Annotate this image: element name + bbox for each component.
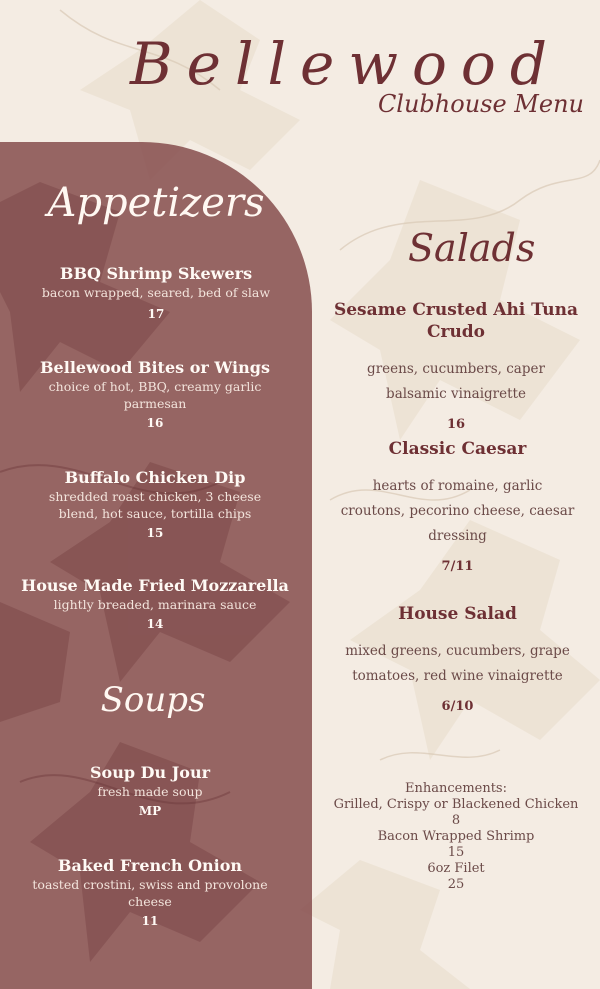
item-price: 16	[446, 417, 466, 432]
item-price: 7/11	[441, 559, 474, 574]
item-price: 14	[146, 617, 164, 631]
menu-item	[25, 856, 275, 930]
item-description: shredded roast chicken, 3 cheese blend, hot sauce, tortilla chips	[48, 489, 262, 521]
soups-heading: Soups	[100, 680, 206, 720]
item-name: BBQ Shrimp Skewers	[59, 264, 253, 283]
enhancements-heading: Enhancements:	[404, 781, 507, 796]
item-name: House Made Fried Mozzarella	[21, 576, 289, 595]
item-name: House Salad	[398, 604, 517, 624]
enhancement-name: Grilled, Crispy or Blackened Chicken	[333, 797, 579, 812]
menu-item	[10, 576, 300, 633]
item-name: Classic Caesar	[388, 439, 527, 459]
item-description: hearts of romaine, garlic croutons, pecorino cheese, caesar dressing	[340, 478, 575, 544]
item-price: MP	[138, 804, 162, 818]
item-description: mixed greens, cucumbers, grape tomatoes, red wine vinaigrette	[345, 643, 570, 684]
menu-item	[30, 468, 280, 542]
menu-item	[340, 603, 575, 714]
item-description: choice of hot, BBQ, creamy garlic parmesan	[48, 379, 262, 411]
menu-item	[30, 358, 280, 432]
item-description: bacon wrapped, seared, bed of slaw	[41, 285, 271, 300]
menu-item	[30, 763, 270, 820]
item-price: 15	[146, 526, 164, 540]
appetizers-heading: Appetizers	[47, 180, 265, 226]
enhancements	[320, 781, 592, 893]
item-name: Soup Du Jour	[90, 763, 210, 782]
salads-heading: Salads	[408, 226, 536, 270]
restaurant-name: Bellewood	[130, 30, 561, 98]
enhancement-name: 6oz Filet	[427, 861, 485, 876]
menu-item	[16, 264, 296, 323]
enhancement-price: 15	[447, 845, 465, 860]
enhancement-name: Bacon Wrapped Shrimp	[377, 829, 535, 844]
menu-subtitle: Clubhouse Menu	[377, 90, 584, 118]
item-name: Sesame Crusted Ahi Tuna Crudo	[333, 300, 579, 342]
menu-item	[316, 299, 596, 432]
item-price: 16	[146, 416, 164, 430]
item-name: Baked French Onion	[57, 856, 243, 875]
item-name: Bellewood Bites or Wings	[40, 358, 270, 377]
item-description: greens, cucumbers, caper balsamic vinaigrette	[367, 361, 545, 402]
menu-item	[340, 438, 575, 574]
item-description: toasted crostini, swiss and provolone cheese	[32, 877, 268, 909]
item-price: 11	[141, 914, 159, 928]
item-price: 6/10	[441, 699, 474, 714]
item-description: lightly breaded, marinara sauce	[53, 597, 257, 612]
item-name: Buffalo Chicken Dip	[64, 468, 246, 487]
item-description: fresh made soup	[97, 784, 203, 799]
enhancement-price: 8	[451, 813, 461, 828]
item-price: 17	[147, 307, 165, 321]
enhancement-price: 25	[447, 877, 465, 892]
